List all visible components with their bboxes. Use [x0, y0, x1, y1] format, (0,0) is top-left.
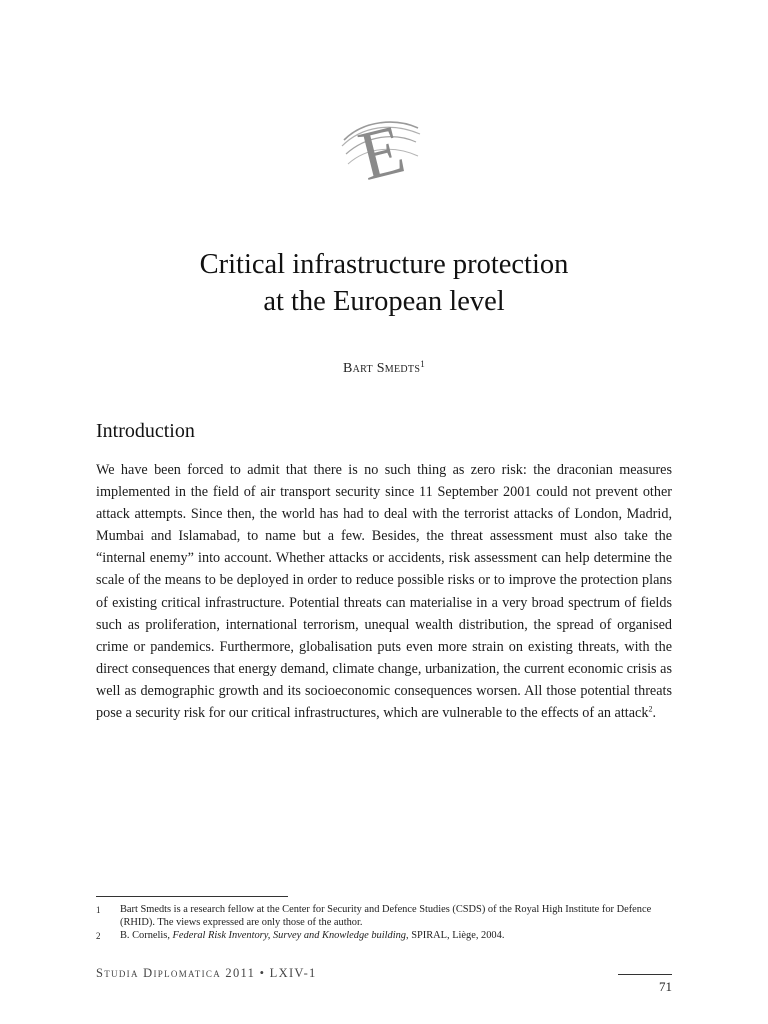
journal-name: Studia Diplomatica 2011 • LXIV-1	[96, 966, 317, 980]
footnote-number: 1	[96, 905, 101, 915]
paragraph-text: We have been forced to admit that there is no such thing as zero risk: the draconian measures implemented in the field of air transport security since 11 September 2001 could not prevent other attack attempts. Since then, the world has had to deal with the terrorist attacks of London, Madrid, Mumbai and Islamabad, to name but a few. Besides, the threat assessment must also take the “internal enemy” into account. Whether attacks or accidents, risk assessment can help determine the scale of the means to be deployed in order to reduce possible risks or to improve the protection plans of existing critical infrastructure. Potential threats can materialise in a very broad spectrum of fields such as proliferation, international terrorism, unequal wealth distribution, the spread of organised crime or pandemics. Furthermore, globalisation puts even more strain on existing threats, with the direct consequences that energy demand, climate change, urbanization, the current economic crisis as well as demographic growth and its socioeconomic consequences worsen. All those potential threats pose a security risk for our critical infrastructures, which are vulnerable to the effects of an attack	[96, 462, 672, 722]
author-name: Bart Smedts	[342, 361, 421, 376]
article-title	[96, 246, 672, 320]
journal-e-logo-icon	[338, 106, 424, 190]
footnote-publisher: , SPIRAL, Liège, 2004.	[406, 930, 505, 942]
logo-letter: E	[351, 110, 412, 190]
footnote-text: Bart Smedts is a research fellow at the Center for Security and Defence Studies (CSDS) of the Royal High Institute for Defence (RHID). The views expressed are only those of the author.	[120, 904, 652, 928]
title-line-2: at the European level	[263, 286, 505, 317]
footnote-number: 2	[96, 931, 101, 942]
title-line-1: Critical infrastructure protection	[199, 249, 569, 280]
author-footnote-ref[interactable]: 1	[420, 359, 426, 369]
footnotes	[96, 904, 672, 944]
footnote-author: B. Cornelis,	[120, 930, 173, 942]
paragraph-end: .	[652, 705, 656, 722]
section-heading: Introduction	[96, 420, 195, 442]
footnote-1	[96, 904, 672, 929]
footnote-text	[120, 930, 672, 943]
footnote-work-title: Federal Risk Inventory, Survey and Knowledge building	[172, 930, 406, 942]
running-footer	[96, 966, 317, 981]
author-byline	[96, 361, 672, 377]
footnote-2	[96, 930, 672, 943]
introduction-paragraph	[96, 459, 672, 724]
footnote-divider	[96, 896, 288, 897]
page-number: 71	[618, 974, 672, 995]
footnote-ref-2[interactable]: 2	[648, 704, 653, 714]
